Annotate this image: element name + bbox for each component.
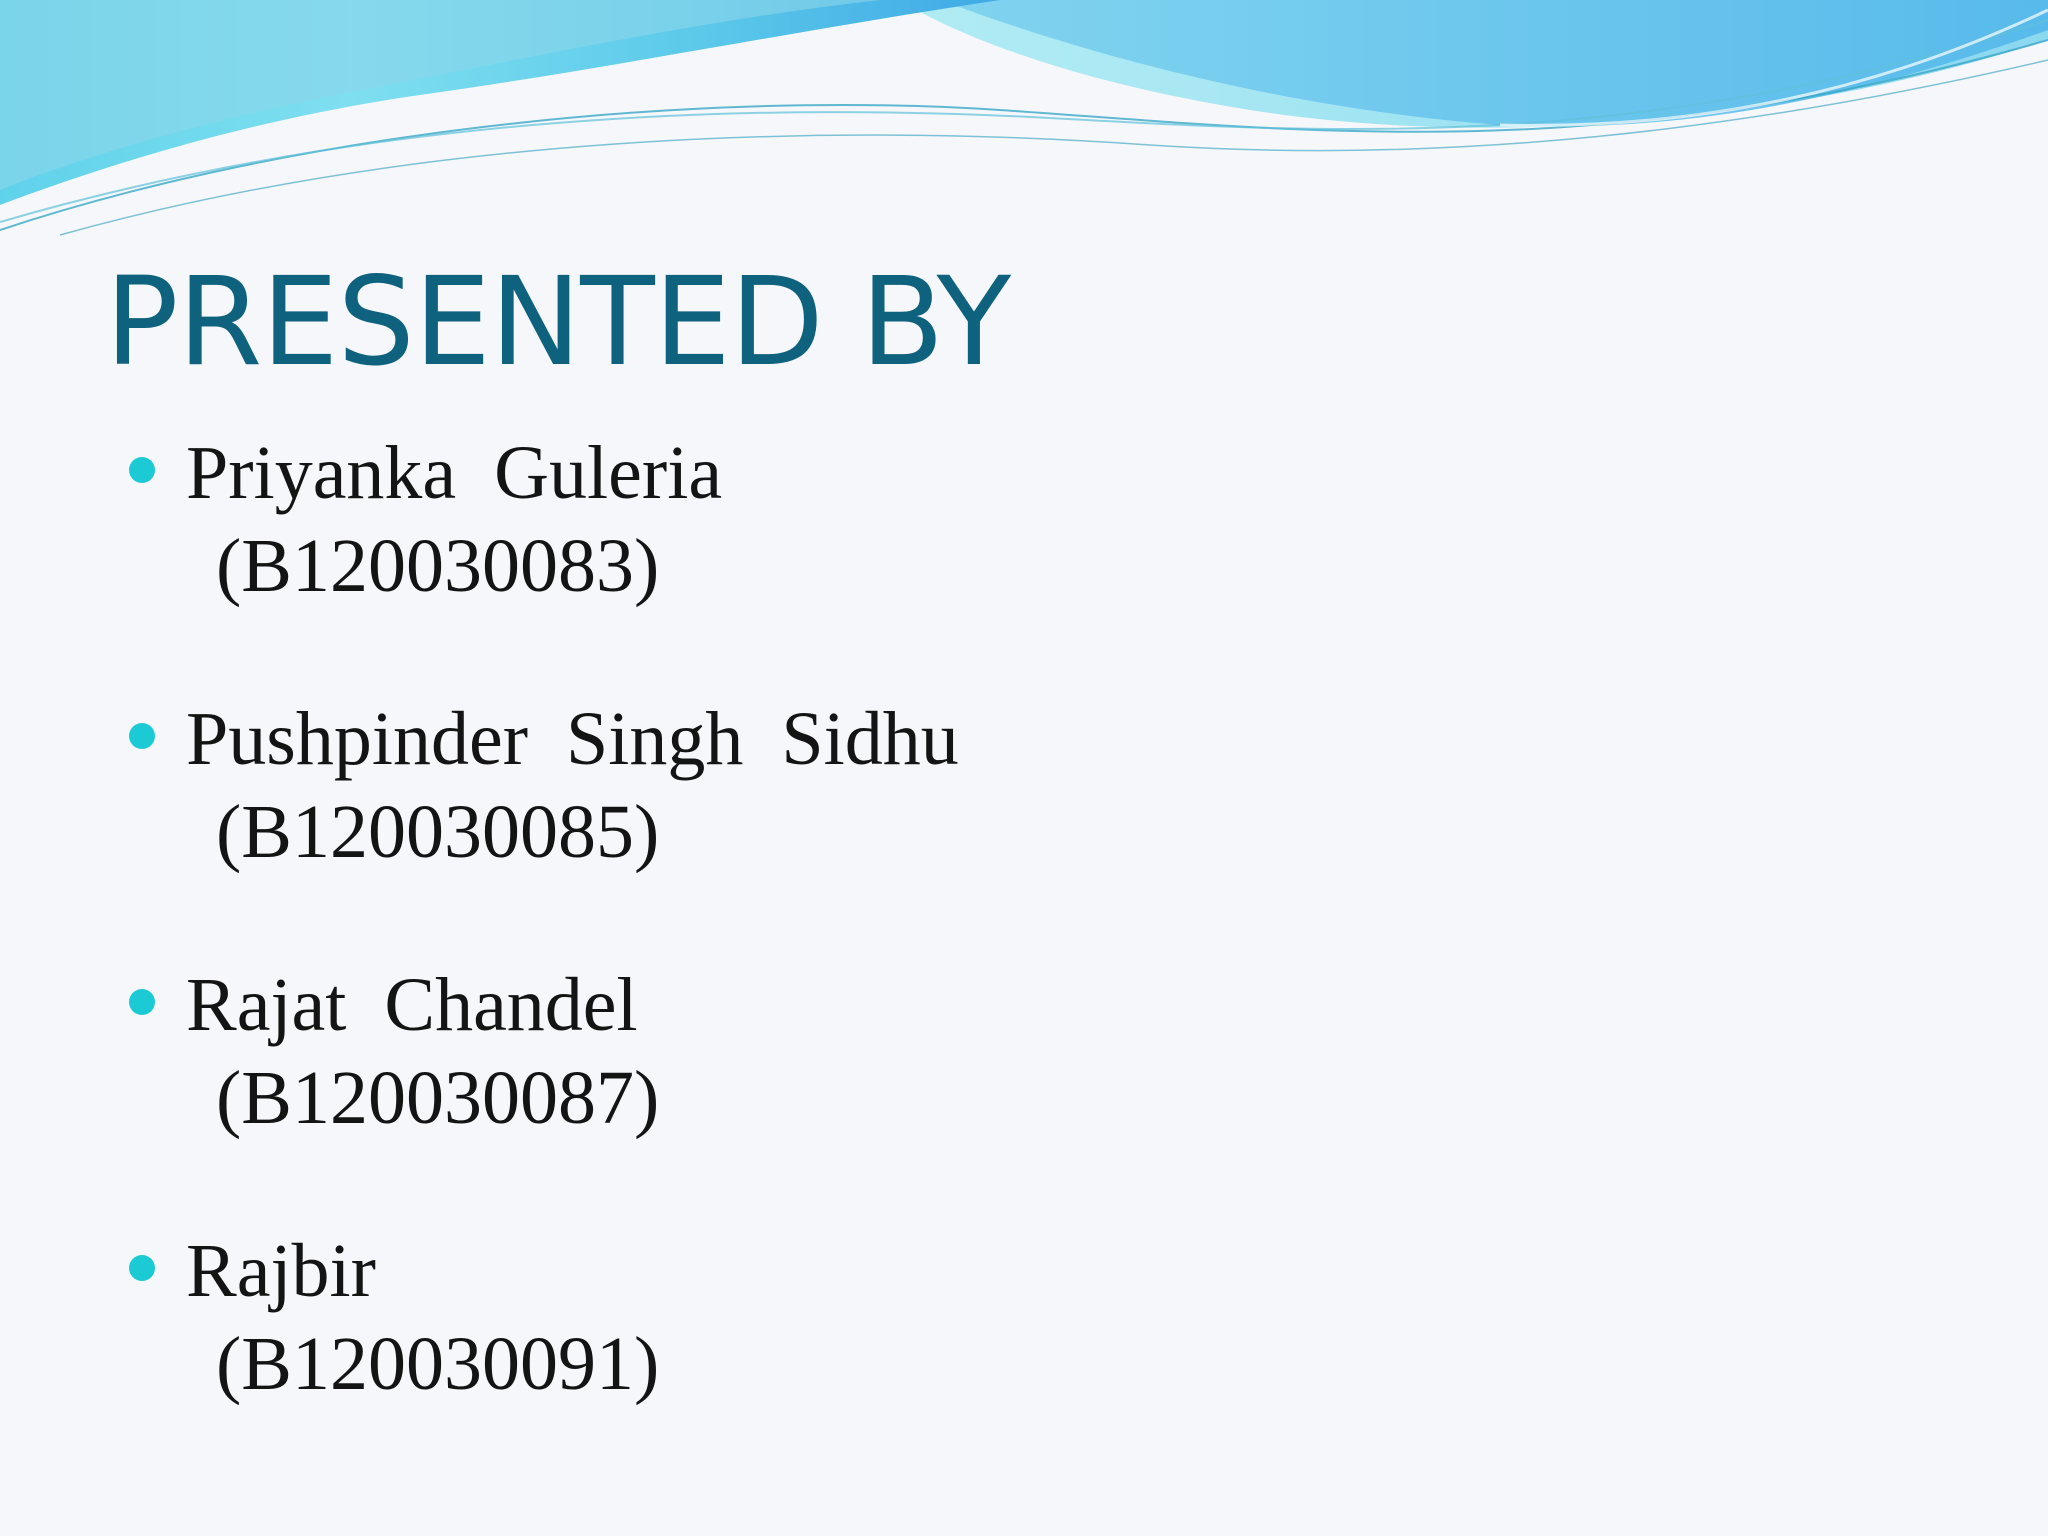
bullet-dot-icon (129, 723, 155, 749)
presenter-roll-number: (B120030087) (216, 1056, 660, 1140)
presenter-name: Rajat Chandel (186, 963, 638, 1047)
presenter-roll-number: (B120030091) (216, 1322, 660, 1406)
slide-title: PRESENTED BY (105, 251, 1011, 393)
presenter-name: Pushpinder Singh Sidhu (186, 697, 959, 781)
presenter-name: Priyanka Guleria (186, 431, 723, 515)
presenter-name: Rajbir (186, 1229, 376, 1313)
bullet-dot-icon (129, 989, 155, 1015)
presenter-roll-number: (B120030083) (216, 524, 660, 608)
presenter-roll-number: (B120030085) (216, 790, 660, 874)
bullet-dot-icon (129, 457, 155, 483)
bullet-dot-icon (129, 1255, 155, 1281)
